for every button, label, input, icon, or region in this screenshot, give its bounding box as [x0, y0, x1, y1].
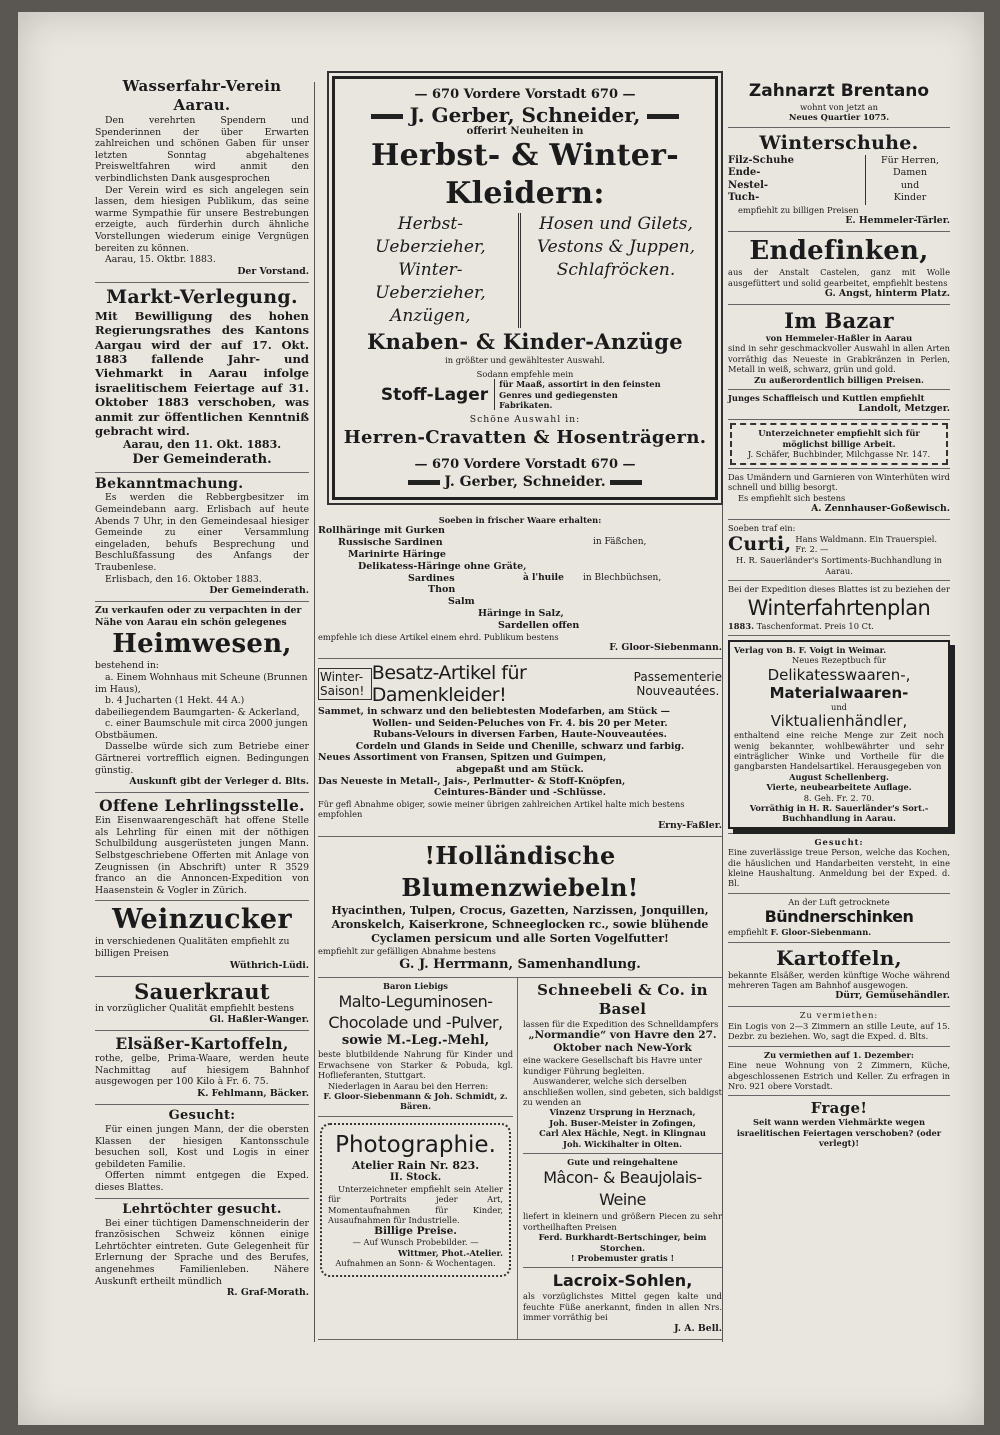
ad-subtitle: II. Stock. [389, 1171, 442, 1183]
ad-zahnarzt [728, 78, 950, 128]
ad-body: empfiehlt zu billigen Preisen [738, 204, 859, 215]
ad-title: Bündnerschinken [764, 907, 914, 927]
ad-text: Neues Rezeptbuch für [791, 655, 887, 666]
ad-date: Erlisbach, den 16. Oktober 1883. [105, 573, 262, 585]
ad-body: Seit wann werden Viehmärkte wegen israelitischen Feiertagen verschoben? (oder verlegt)! [736, 1117, 942, 1149]
ad-title: Materialwaaren- [769, 683, 909, 702]
list-item: c. einer Baumschule mit circa 2000 jungen Obstbäumen. [95, 718, 308, 741]
ad-pretext: Verlag von B. F. Voigt in Weimar. [734, 644, 887, 655]
ad-voigt-rezeptbuch [728, 636, 950, 834]
product-list [343, 213, 707, 328]
ad-body: empfehle ich diese Artikel einem ehrd. Publikum bestens [318, 631, 559, 642]
ad-body: Auswanderer, welche sich derselben anschließen wollen, sind gebeten, sich baldigst zu wenden an [523, 1076, 722, 1108]
list-item: Cordeln und Glands in Seide und Chenille, schwarz und farbig. [355, 740, 685, 752]
ad-title: Schneebeli & Co. in Basel [537, 980, 708, 1018]
rule-bar [610, 480, 642, 485]
stoff-lager-row [343, 379, 707, 410]
ad-title: Endefinken, [749, 236, 929, 267]
ad-text: — Auf Wunsch Probebilder. — [352, 1237, 479, 1248]
rule-bar [408, 480, 440, 485]
ad-title: Wasserfahr-Verein Aarau. [122, 77, 282, 114]
list-note: in Blechbüchsen, [583, 573, 662, 584]
ad-lehrlingsstelle [95, 793, 309, 901]
ad-bekanntmachung [95, 473, 309, 602]
rule-bar [371, 114, 403, 119]
ad-text: in größter und gewähltester Auswahl. [445, 355, 605, 366]
ad-title: Delikatesswaaren-, [767, 665, 911, 684]
ad-year: 1883. [728, 620, 754, 631]
ad-signature: R. Graf-Morath. [226, 1287, 309, 1299]
ad-signature: G. Angst, hinterm Platz. [824, 288, 950, 300]
ad-photographie [320, 1123, 511, 1277]
ad-signature: K. Fehlmann, Bäcker. [197, 1087, 309, 1099]
ad-text: für Maaß, assortirt in den feinsten Genres und gediegensten Fabrikaten. [494, 379, 669, 410]
ad-pretext: Soeben traf ein: [728, 522, 796, 533]
list-item: Sardellen offen [498, 619, 580, 631]
ad-title: Frage! [810, 1099, 868, 1118]
ad-text: und [831, 701, 847, 712]
list-item: Anzügen, [390, 306, 471, 327]
list-item: Delikatess-Häringe ohne Gräte, [358, 560, 527, 572]
column-rule-right [722, 82, 723, 1342]
list-item: Cyclamen persicum und alle Sorten Vogelfutter! [371, 931, 669, 945]
ad-signature: Ferd. Burkhardt-Bertschinger, beim Storchen. [538, 1232, 707, 1253]
ad-title: Junges Schaffleisch und Kuttlen empfiehlt [728, 393, 925, 404]
ad-body: in vorzüglicher Qualität empfiehlt bestens [95, 1002, 295, 1014]
list-item: Ceintures-Bänder und -Schlüsse. [434, 787, 606, 799]
ad-besatz-artikel [318, 659, 722, 837]
ad-body: rothe, gelbe, Prima-Waare, werden heute Nachmittag auf hiesigem Bahnhof ausgewogen per 100 Kilo à Fr. 6. 75. [95, 1053, 309, 1088]
ad-body: Mit Bewilligung des hohen Regierungsrathes des Kantons Aargau wird der auf 17. Okt. 1883 fallende Jahr- und Viehmarkt in Aarau infolge israelitischem Feiertage auf 31. Oktober 1883 verschoben, was anmit zur öffentlichen Kenntniß gebracht wird. [95, 308, 309, 438]
list-item: Hosen und Gilets, [539, 214, 693, 235]
list-item: Aronskelch, Kaiserkrone, Schneeglocken rc., sowie blühende [331, 917, 709, 931]
ad-body: Bei einer tüchtigen Damenschneiderin der französischen Schweiz können einige Lehrtöchter eintreten. Gute Gelegenheit für Erlernung der Sprache und des Berufes, angenehmes Familienleben. Nähere Auskunft ertheilt mündlich [95, 1217, 309, 1287]
ad-title: Viktualienhändler, [770, 712, 908, 731]
ad-signature: Erny-Faßler. [658, 819, 722, 831]
ad-body: Es empfiehlt sich bestens [738, 492, 846, 503]
ad-gesucht-kost [95, 1105, 309, 1199]
ad-body: sind in sehr geschmackvoller Auswahl in allen Arten vorräthig das Neueste in Grabkränzen in Perlen, Metall in weiß, schwarz, grün und gold. [728, 343, 950, 375]
list-item: Wollen- und Seiden-Peluches von Fr. 4. bis 20 per Meter. [372, 717, 668, 729]
ad-signature: F. Gloor-Siebenmann. [609, 642, 722, 654]
ad-bazar [728, 305, 950, 390]
ad-subheadline: Herren-Cravatten & Hosenträgern. [343, 427, 707, 449]
ad-title: Heimwesen, [112, 629, 292, 660]
list-note: à l'huile [523, 573, 564, 584]
ad-body: beste blutbildende Nahrung für Kinder und Erwachsene von Starker & Pobuda, kgl. Hoflieferanten, Stuttgart. [318, 1049, 514, 1081]
ad-title: Zahnarzt Brentano [748, 81, 930, 101]
ad-text: ! Probemuster gratis ! [570, 1253, 675, 1264]
ad-signature: E. Hemmeler-Tärler. [845, 215, 950, 227]
ad-body: Eine neue Wohnung von 2 Zimmern, Küche, abgeschlossenen Estrich und Keller. Zu erfragen in Nro. 921 obere Vorstadt. [728, 1060, 950, 1091]
ad-title: Markt-Verlegung. [106, 285, 298, 308]
ad-title: Lehrtöchter gesucht. [122, 1201, 282, 1217]
ad-pretext: Bei der Expedition dieses Blattes ist zu beziehen der [728, 584, 950, 595]
list-note: in Fäßchen, [593, 537, 647, 548]
ad-signature: Landolt, Metzger. [858, 403, 950, 415]
ad-frame [728, 640, 950, 829]
ad-gloor-fish [318, 512, 722, 659]
ad-signature: Wittmer, Phot.-Atelier. [397, 1247, 504, 1258]
ad-highlight: „Normandie“ von Havre den 27. Oktober nach New-York [528, 1029, 717, 1055]
curti-row [728, 533, 950, 555]
ad-lead: bestehend in: [95, 660, 159, 672]
ad-zennhauser [728, 469, 950, 520]
ad-body: Den verehrten Spendern und Spenderinnen der über Erwarten zahlreichen und schönen Gaben für unser letzten Sonntag abgehaltenes Preisweltfahren wird anmit den verbindlichsten Dank ausgesprochen [95, 115, 309, 184]
ad-body: als vorzüglichstes Mittel gegen kalte und feuchte Füße anerkannt, finden in allen Nrs. immer vorräthig bei [523, 1291, 722, 1323]
list-item: Carl Alex Hächle, Negt. in Klingnau [539, 1128, 706, 1139]
list-note: Für Herren, [880, 154, 940, 166]
ad-body: Unterzeichneter empfiehlt sein Atelier für Portraits jeder Art, Momentaufnahmen für Kinder, Ausaufnahmen für Industrielle. [328, 1183, 504, 1226]
ad-tag: Winter-Saison! [318, 668, 372, 700]
ad-subheadline: Stoff-Lager [380, 384, 489, 405]
ad-kartoffeln [728, 943, 950, 1008]
ad-title: J. Gerber, Schneider, [409, 103, 641, 127]
ad-lehrtoechter [95, 1199, 309, 1304]
ad-text: offerirt Neuheiten in [466, 126, 584, 137]
ad-body: Offerten nimmt entgegen die Exped. dieses Blattes. [95, 1170, 309, 1193]
ad-signature: A. Zennhauser-Goßewisch. [811, 502, 950, 514]
ad-address: — 670 Vordere Vorstadt 670 — [414, 457, 636, 473]
ad-date: Aarau, den 11. Okt. 1883. [122, 438, 282, 452]
ad-signature: Der Gemeinderath. [209, 585, 309, 597]
ad-malto-leguminosen [318, 978, 513, 1117]
ad-heimwesen [95, 602, 309, 793]
ad-pretext: Zu verkaufen oder zu verpachten in der Nähe von Aarau ein schön gelegenes [95, 605, 302, 628]
ad-pretext: An der Luft getrocknete [788, 896, 890, 907]
ad-address: — 670 Vordere Vorstadt 670 — [414, 87, 636, 102]
ad-pretext: Gute und reingehaltene [567, 1157, 678, 1168]
list-item: Ende- [728, 167, 761, 179]
ad-body: Hans Waldmann. Ein Trauerspiel. Fr. 2. — [795, 533, 938, 555]
ad-title: Sauerkraut [134, 978, 270, 1004]
list-item: a. Einem Wohnhaus mit Scheune (Brunnen im Haus), [95, 671, 308, 695]
ad-signature: Vorräthig in H. R. Sauerländer's Sort.-Buchhandlung in Aarau. [749, 803, 929, 824]
ad-schneebeli [523, 978, 722, 1154]
ad-schaefer [728, 420, 950, 468]
ad-headline: Herbst- & Winter-Kleidern: [370, 138, 680, 212]
ad-curti [728, 520, 950, 581]
ad-text: Aufnahmen an Sonn- & Wochentagen. [335, 1258, 496, 1269]
ad-subtitle: von Hemmeler-Haßler in Aarau [765, 333, 913, 344]
ad-title: Soeben in frischer Waare erhalten: [438, 515, 602, 526]
ad-date: Aarau, 15. Oktbr. 1883. [105, 254, 216, 266]
list-item: Herbst-Ueberzieher, [375, 214, 486, 258]
ad-title: Kartoffeln, [776, 945, 902, 970]
ad-signature: J. A. Bell. [674, 1322, 722, 1334]
ad-text: Schöne Auswahl in: [469, 414, 581, 426]
list-item: Tuch- [728, 192, 760, 204]
ad-tag: Passementerie Nouveautées. [633, 670, 722, 699]
list-item: Thon [428, 584, 456, 596]
ad-signature: Der Vorstand. [237, 265, 309, 277]
ad-author: August Schellenberg. [789, 771, 889, 782]
ad-text: Sodann empfehle mein [476, 368, 574, 379]
ad-body: Taschenformat. Preis 10 Ct. [756, 620, 874, 631]
ad-winterschuhe [728, 128, 950, 232]
list-item: Rollhäringe mit Gurken [318, 525, 445, 537]
ad-gesucht-person [728, 834, 950, 894]
list-item: Schlafröcken. [556, 260, 676, 281]
ad-title: Winterschuhe. [759, 131, 919, 154]
list-item: Hyacinthen, Tulpen, Crocus, Gazetten, Narzissen, Jonquillen, [331, 903, 709, 917]
ad-title: Curti, [728, 533, 792, 556]
ad-body: Eine zuverlässige treue Person, welche das Kochen, die häuslichen und Handarbeiten versteht, in eine kleine Haushaltung. Anmeldung bei der Exped. d. Bl. [728, 847, 950, 889]
ad-signature: J. Schäfer, Buchbinder, Milchgasse Nr. 147. [747, 449, 931, 460]
ad-edition: Vierte, neubearbeitete Auflage. [766, 782, 912, 793]
list-item: Salm [448, 596, 475, 608]
list-item: Marinirte Häringe [348, 549, 446, 561]
list-item: b. 4 Jucharten (1 Hekt. 44 A.) dabeiliegendem Baumgarten- & Ackerland, [95, 695, 300, 718]
ad-vermiethen-logis [728, 1007, 950, 1046]
ad-title: Im Bazar [784, 308, 894, 334]
ad-lacroix-sohlen [523, 1268, 722, 1338]
ad-body: Das Umändern und Garnieren von Winterhüten wird schnell und billig besorgt. [728, 471, 950, 493]
ad-sauerkraut [95, 977, 309, 1032]
ad-body: liefert in kleinern und größern Piecen zu sehr vortheilhaften Preisen [523, 1211, 722, 1232]
ad-vermiethen-wohnung [728, 1047, 950, 1097]
list-note: Damen [892, 167, 928, 179]
ad-signature: Dürr, Gemüsehändler. [835, 990, 950, 1002]
ad-body: empfiehlt zur gefälligen Abnahme bestens [318, 945, 496, 956]
ad-body: Zu außerordentlich billigen Preisen. [754, 374, 924, 385]
ad-body: Ein Eisenwaarengeschäft hat offene Stelle als Lehrling für einen mit der nöthigen Schulbildung ausgerüsteten jungen Mann. Selbstgeschriebene Offerten mit Anlage von Zeugnissen (in Abschrift) unter R 3529 franco an die Annoncen-Expedition von Haasenstein & Vogler in Zürich. [95, 815, 309, 896]
ad-title: Lacroix-Sohlen, [552, 1271, 693, 1291]
ad-elsaesser-kartoffeln [95, 1031, 309, 1105]
shoe-list [728, 155, 950, 205]
ad-body: Dasselbe würde sich zum Betriebe einer Gärtnerei vortrefflich eignen. Bedingungen günstig. [95, 741, 309, 776]
ad-title: Winterfahrtenplan [747, 595, 931, 620]
ad-landolt [728, 390, 950, 420]
ad-title: !Holländische Blumenzwiebeln! [401, 840, 639, 902]
ad-price: 8. Geh. Fr. 2. 70. [803, 792, 875, 803]
ad-title: Zu vermiethen auf 1. Dezember: [764, 1049, 914, 1060]
ad-frage [728, 1096, 950, 1152]
besatz-header [318, 662, 722, 706]
ad-endefinken [728, 232, 950, 305]
ad-signature: G. J. Herrmann, Samenhandlung. [399, 956, 641, 972]
fish-list [318, 525, 722, 631]
ad-body: Niederlagen in Aarau bei den Herren: [328, 1080, 489, 1091]
ad-signature: Auskunft gibt der Verleger d. Blts. [129, 776, 309, 788]
ad-title: Gesucht: [814, 836, 864, 847]
ad-title: Gesucht: [168, 1107, 236, 1123]
ad-title: Weinzucker [112, 904, 292, 936]
ad-body: eine wackere Gesellschaft bis Havre unter kundiger Führung begleiten. [523, 1055, 703, 1076]
list-item: Vestons & Juppen, [536, 237, 696, 258]
list-item: Das Neueste in Metall-, Jais-, Perlmutter- & Stoff-Knöpfen, [318, 775, 626, 787]
list-note: Kinder [893, 192, 927, 204]
ad-frame [730, 423, 948, 464]
ad-body: empfiehlt [728, 927, 768, 938]
rule-bar [647, 114, 679, 119]
newspaper-page [18, 12, 984, 1425]
list-note: und [900, 179, 920, 191]
ad-signature: F. Gloor-Siebenmann & Joh. Schmidt, z. Bären. [323, 1091, 508, 1112]
ad-signature: J. Gerber, Schneider. [444, 474, 606, 491]
list-item: Russische Sardinen [338, 537, 443, 549]
column-rule-left [314, 82, 315, 1342]
ad-markt-verlegung [95, 283, 309, 474]
ad-title: Elsäßer-Kartoffeln, [115, 1034, 289, 1054]
left-column [95, 74, 309, 1303]
ad-body: lassen für die Expedition des Schnelldampfers [523, 1018, 719, 1029]
ad-signature: Gl. Haßler-Wanger. [209, 1014, 309, 1026]
ad-subtitle: Atelier Rain Nr. 823. [351, 1158, 480, 1172]
ad-body: Für einen jungen Mann, der die obersten Klassen der hiesigen Kantonsschule besuchen soll, Kost und Logis in einer gebildeten Familie. [95, 1123, 309, 1170]
ad-body: Der Verein wird es sich angelegen sein lassen, dem hiesigen Publikum, das seine warme Sympathie für unsere Bestrebungen erzeigte, auch fürderhin durch ähnliche Vorstellungen wiederum einige Vergnügen bereiten zu können. [95, 184, 309, 254]
ad-text: Billige Preise. [374, 1225, 457, 1238]
ad-body: in verschiedenen Qualitäten empfiehlt zu billigen Preisen [95, 936, 290, 959]
middle-lower-grid [318, 978, 722, 1340]
ad-blumenzwiebeln [318, 837, 722, 978]
list-item: Filz-Schuhe [728, 154, 795, 166]
ad-title: Photographie. [335, 1131, 496, 1158]
list-item: Häringe in Salz, [478, 608, 564, 620]
ad-subheadline: Knaben- & Kinder-Anzüge [367, 329, 683, 355]
ad-pretext: Baron Liebigs [383, 980, 448, 991]
list-item: Vinzenz Ursprung in Herznach, [549, 1107, 696, 1118]
ad-signature: H. R. Sauerländer's Sortiments-Buchhandlung in Aarau. [735, 555, 942, 576]
ad-title: Bekanntmachung. [95, 476, 244, 493]
ad-title: Unterzeichneter empfiehlt sich für möglichst billige Arbeit. [758, 428, 920, 449]
ad-body: bekannte Elsäßer, werden künftige Woche während mehreren Tagen am Bahnhof ausgewogen. [728, 969, 950, 991]
ad-body: Für gefl Abnahme obiger, sowie meiner übrigen zahlreichen Artikel halte mich bestens empfohlen [318, 798, 685, 820]
ad-weinzucker [95, 901, 309, 976]
right-column [728, 78, 950, 1153]
ad-body: Ein Logis von 2—3 Zimmern an stille Leute, auf 15. Dezbr. zu beziehen. Wo, sagt die Exped. d. Blts. [728, 1020, 950, 1042]
ad-signature: F. Gloor-Siebenmann. [770, 927, 872, 938]
ad-signature: Der Gemeinderath. [132, 452, 272, 468]
ad-body: wohnt von jetzt an [800, 102, 878, 112]
list-item: Sammet, in schwarz und den beliebtesten Modefarben, am Stück — [318, 706, 670, 718]
list-item: Neues Assortiment von Fransen, Spitzen und Guimpen, [318, 752, 607, 764]
list-item: Rubans-Velours in diversen Farben, Haute-Nouveautées. [373, 729, 667, 741]
list-item: abgepaßt und am Stück. [456, 763, 584, 775]
middle-lower-left [318, 978, 518, 1339]
ad-title: Mâcon- & Beaujolais-Weine [543, 1168, 702, 1210]
list-item: Joh. Buser-Meister in Zofingen, [549, 1117, 696, 1128]
ad-subtitle: sowie M.-Leg.-Mehl, [341, 1033, 490, 1049]
ad-wasserfahr-verein [95, 74, 309, 283]
ad-body: aus der Anstalt Castelen, ganz mit Wolle ausgefüttert und solid gearbeitet, empfiehlt bestens [728, 267, 950, 288]
ad-signature: Wüthrich-Lüdi. [229, 959, 309, 971]
ad-winterfahrtenplan [728, 581, 950, 636]
ad-body: Es werden die Rebbergbesitzer im Gemeindebann aarg. Erlisbach auf heute Abends 7 Uhr, in den Gemeindesaal hiesiger Gemeinde zu einer Versammlung eingeladen, behufs Besprechung und Beschlußfassung des Anfangs der Traubenlese. [95, 492, 309, 573]
ad-body: enthaltend eine reiche Menge zur Zeit noch wenig bekannter, wohlbewährter und sehr einträglicher Winke und Vortheile für die gangbarsten Handelsartikel. Herausgegeben von [734, 730, 944, 772]
list-item: Winter-Ueberzieher, [375, 260, 486, 304]
ad-title: Offene Lehrlingsstelle. [99, 796, 305, 816]
list-item: Sardines [408, 572, 455, 584]
list-item: Joh. Wickihalter in Olten. [563, 1138, 682, 1149]
ad-buendnerschinken [728, 894, 950, 943]
ad-title: Besatz-Artikel für Damenkleider! [371, 662, 527, 707]
middle-column [318, 76, 722, 1340]
ad-address: Neues Quartier 1075. [788, 112, 890, 123]
ad-title: Malto-Leguminosen-Chocolade und -Pulver, [328, 992, 503, 1033]
ad-title: Zu vermiethen: [799, 1010, 879, 1021]
ad-macon-weine [523, 1154, 722, 1268]
middle-lower-right [518, 978, 722, 1339]
ad-gerber-schneider [332, 76, 718, 500]
list-item: Nestel- [728, 179, 769, 191]
